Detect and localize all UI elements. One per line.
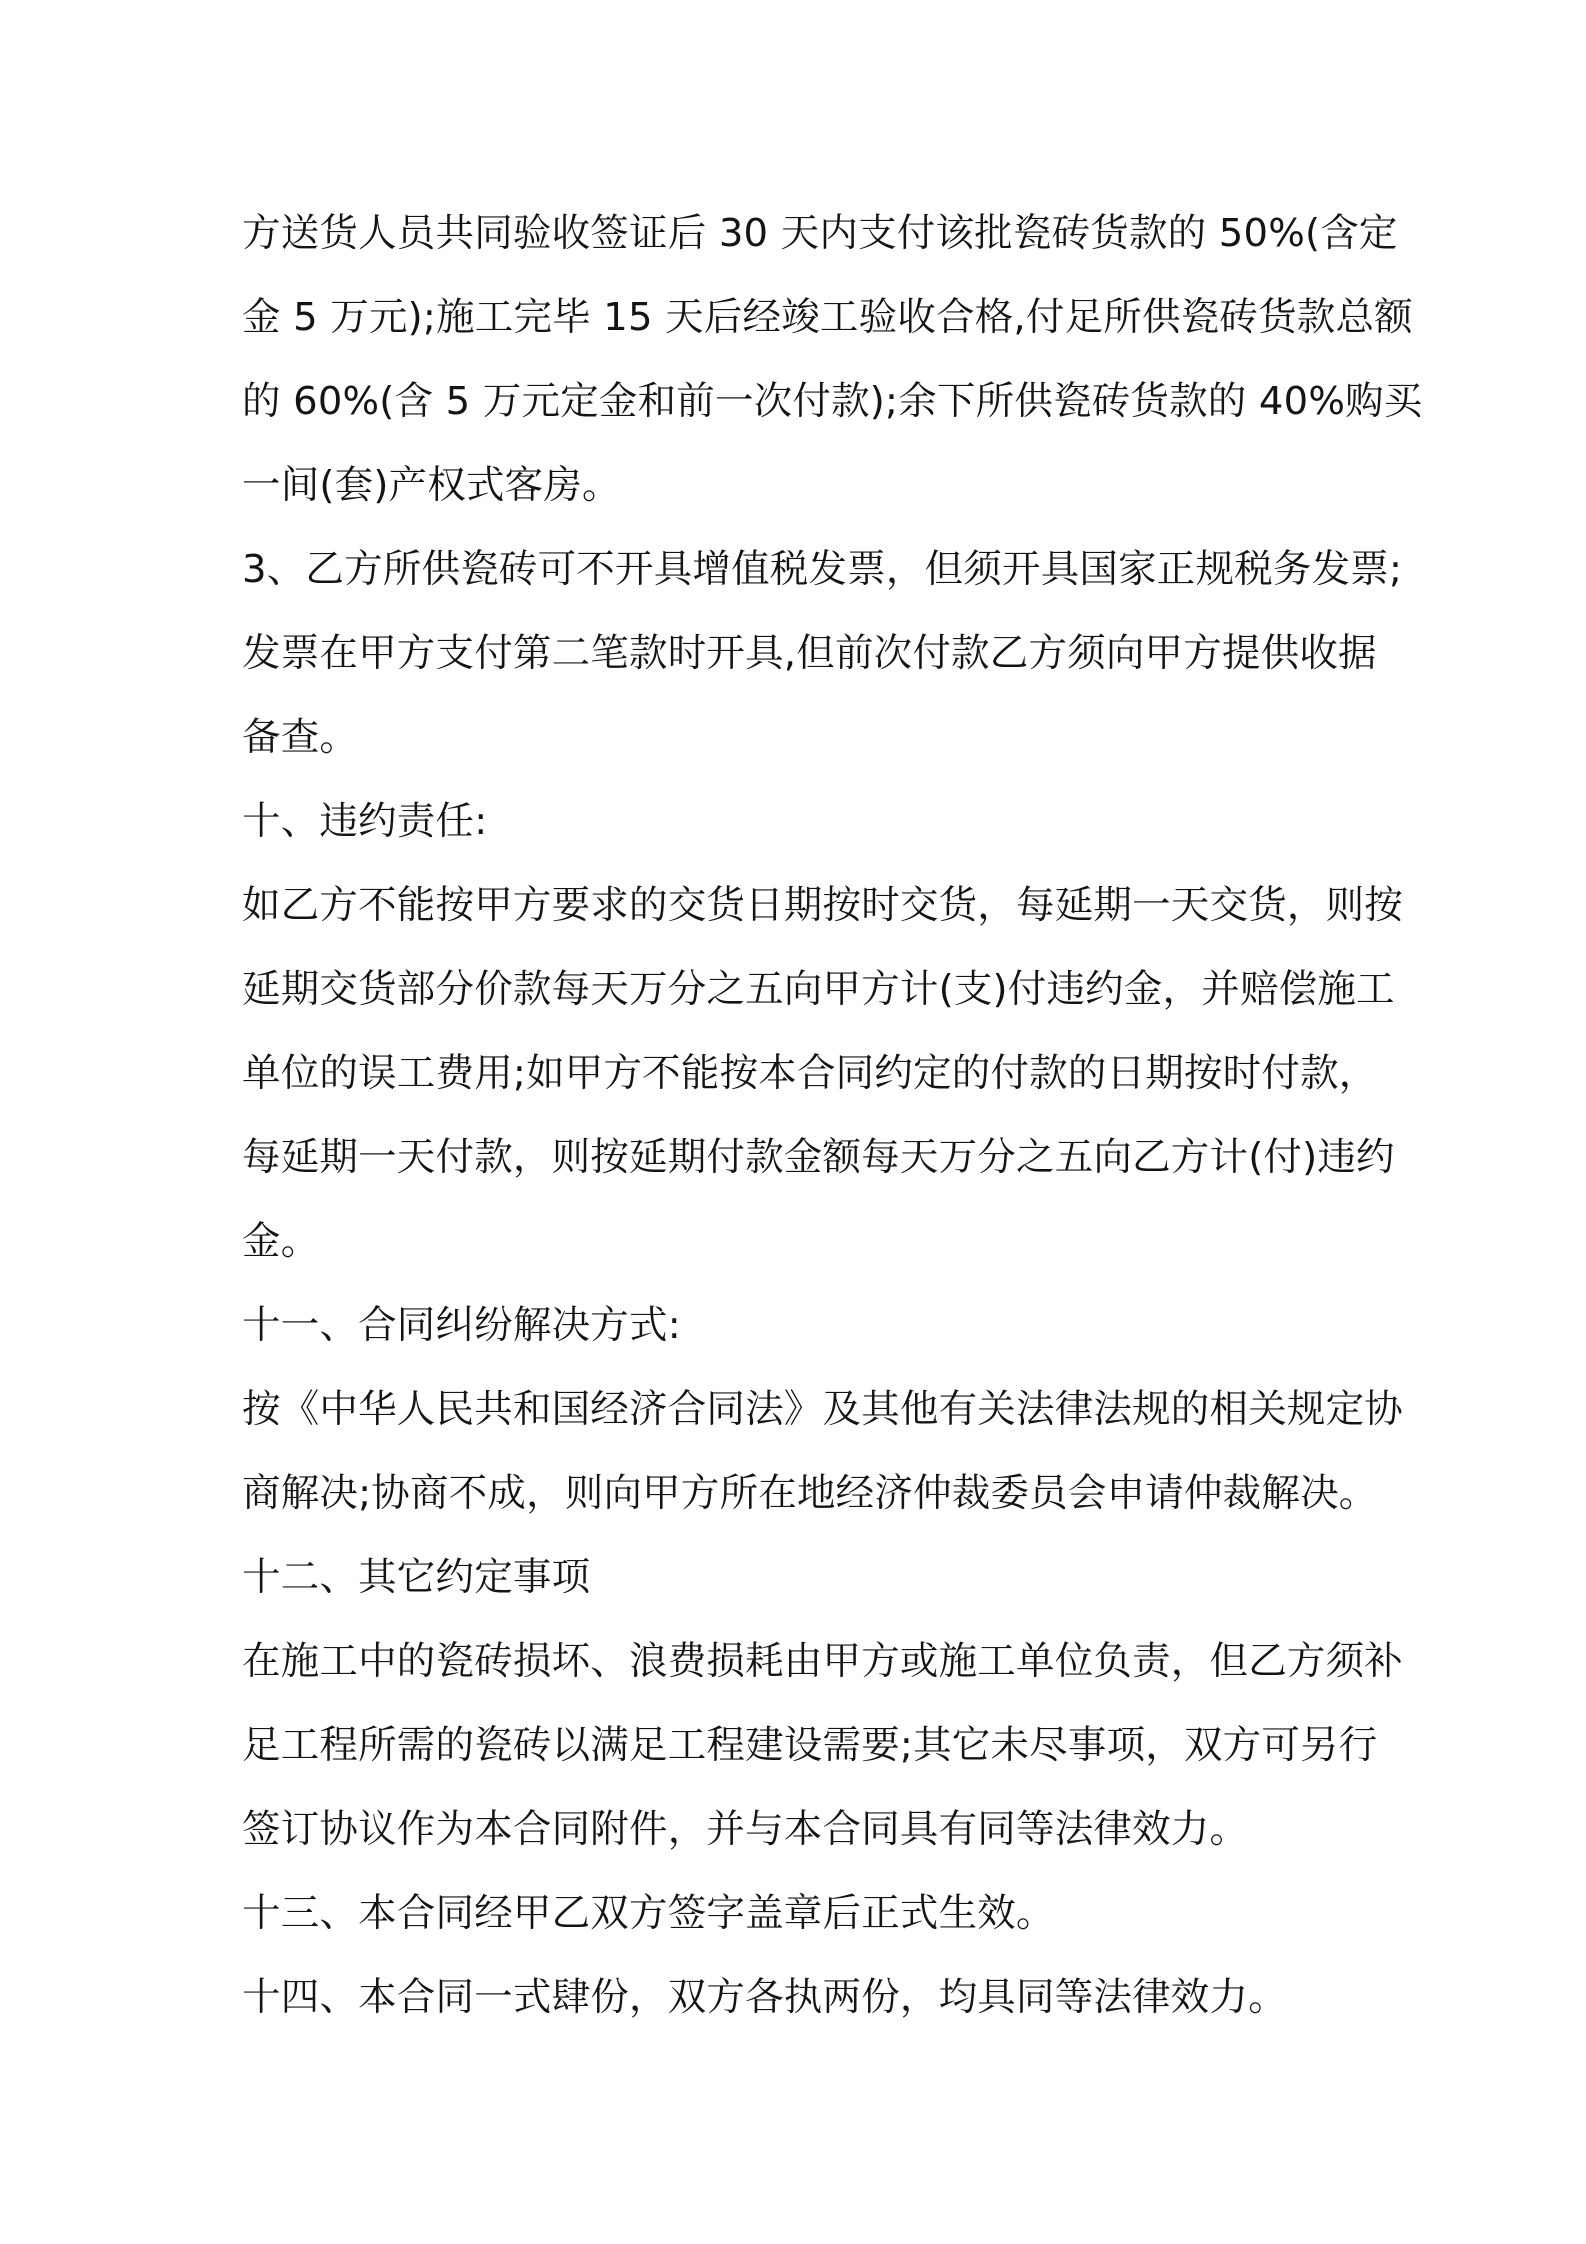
text-line: 签订协议作为本合同附件，并与本合同具有同等法律效力。 [242,1807,1249,1852]
payment-terms-paragraph [242,192,1423,528]
contract-text [242,192,1423,2040]
text-line: 发票在甲方支付第二笔款时开具,但前次付款乙方须向甲方提供收据 [242,631,1377,676]
text-line: 3、乙方所供瓷砖可不开具增值税发票，但须开具国家正规税务发票; [242,547,1403,592]
section-heading: 十三、本合同经甲乙双方签字盖章后正式生效。 [242,1891,1055,1936]
section-heading: 十一、合同纠纷解决方式: [242,1303,681,1348]
copies-clause [242,1956,1372,2040]
section-heading: 十二、其它约定事项 [242,1555,591,1600]
text-line: 延期交货部分价款每天万分之五向甲方计(支)付违约金，并赔偿施工 [242,967,1395,1012]
text-line: 按《中华人民共和国经济合同法》及其他有关法律法规的相关规定协 [242,1387,1404,1432]
section-heading-dispute [242,1284,1372,1368]
invoice-clause-paragraph [242,528,1403,780]
section-heading: 十、违约责任: [242,799,488,844]
section-heading-breach [242,780,1372,864]
text-line: 在施工中的瓷砖损坏、浪费损耗由甲方或施工单位负责，但乙方须补 [242,1639,1404,1684]
text-line: 单位的误工费用;如甲方不能按本合同约定的付款的日期按时付款， [242,1051,1378,1096]
text-line: 如乙方不能按甲方要求的交货日期按时交货，每延期一天交货，则按 [242,883,1404,928]
other-terms-paragraph [242,1620,1404,1872]
breach-paragraph [242,864,1404,1284]
text-line: 一间(套)产权式客房。 [242,463,621,508]
text-line: 备查。 [242,715,359,760]
text-line: 商解决;协商不成，则向甲方所在地经济仲裁委员会申请仲裁解决。 [242,1471,1378,1516]
dispute-paragraph [242,1368,1404,1536]
text-line: 方送货人员共同验收签证后 30 天内支付该批瓷砖货款的 50%(含定 [242,211,1398,256]
section-heading-other [242,1536,1372,1620]
text-line: 的 60%(含 5 万元定金和前一次付款);余下所供瓷砖货款的 40%购买 [242,379,1423,424]
section-heading: 十四、本合同一式肆份，双方各执两份，均具同等法律效力。 [242,1975,1287,2020]
text-line: 每延期一天付款，则按延期付款金额每天万分之五向乙方计(付)违约 [242,1135,1395,1180]
text-line: 足工程所需的瓷砖以满足工程建设需要;其它未尽事项，双方可另行 [242,1723,1378,1768]
effective-clause [242,1872,1372,1956]
text-line: 金 5 万元);施工完毕 15 天后经竣工验收合格,付足所供瓷砖货款总额 [242,295,1413,340]
text-line: 金。 [242,1219,320,1264]
